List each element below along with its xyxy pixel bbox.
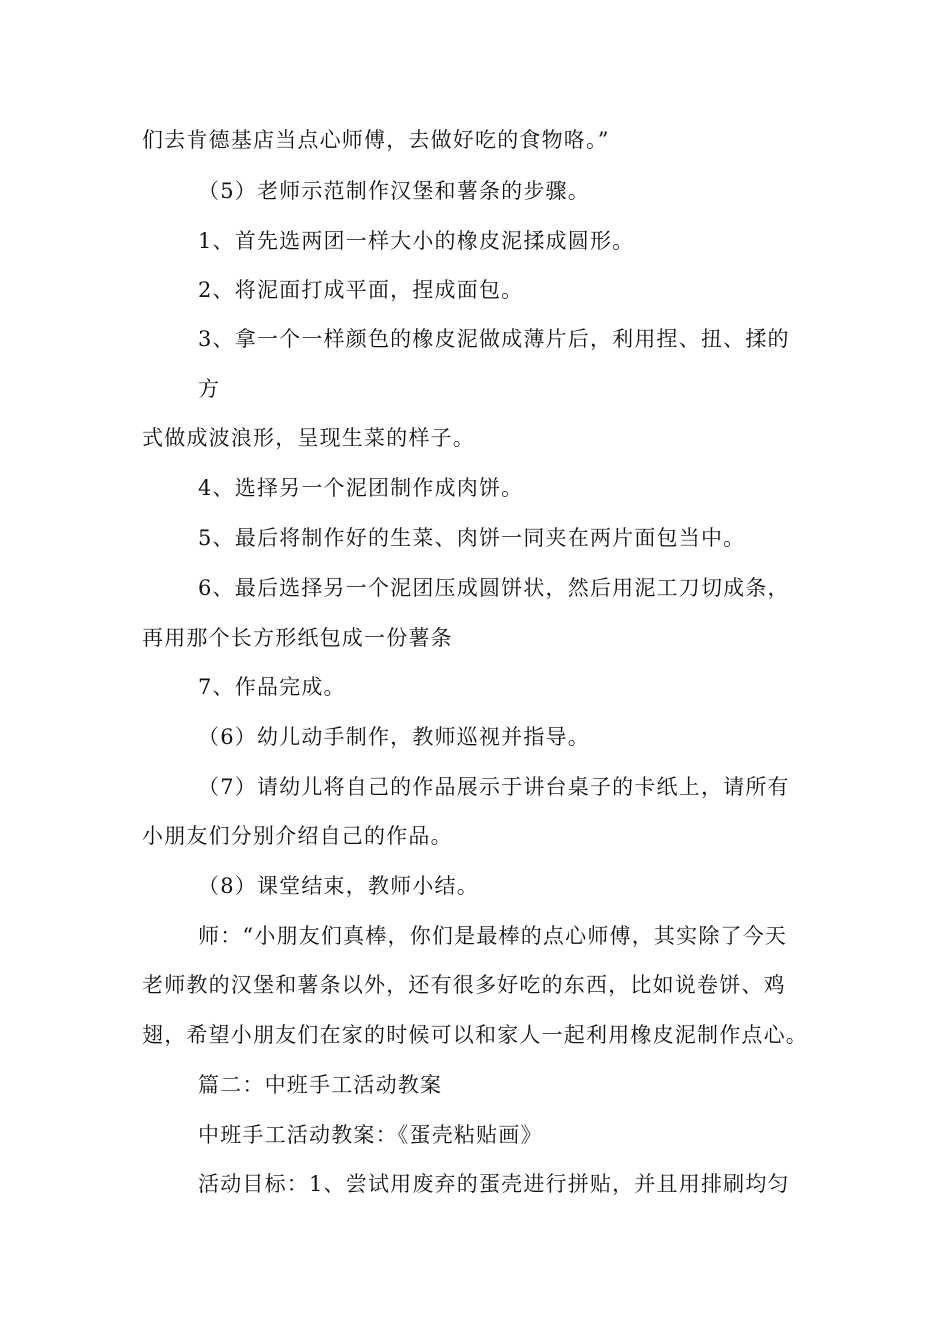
text-line-15: 小朋友们分别介绍自己的作品。	[142, 824, 453, 848]
text-line-22: 活动目标：1、尝试用废弃的蛋壳进行拼贴，并且用排刷均匀	[198, 1172, 790, 1196]
text-line-3: 1、首先选两团一样大小的橡皮泥揉成圆形。	[198, 229, 635, 253]
text-line-11: 再用那个长方形纸包成一份薯条	[142, 626, 453, 650]
text-line-20: 篇二：中班手工活动教案	[198, 1073, 443, 1097]
text-line-16: （8）课堂结束，教师小结。	[198, 874, 479, 898]
text-line-9: 5、最后将制作好的生菜、肉饼一同夹在两片面包当中。	[198, 526, 746, 550]
text-line-10: 6、最后选择另一个泥团压成圆饼状，然后用泥工刀切成条，	[198, 576, 790, 600]
text-line-21: 中班手工活动教案：《蛋壳粘贴画》	[198, 1123, 543, 1147]
text-line-14: （7）请幼儿将自己的作品展示于讲台桌子的卡纸上，请所有	[198, 775, 790, 799]
text-line-4: 2、将泥面打成平面，捏成面包。	[198, 278, 524, 302]
text-line-5: 3、拿一个一样颜色的橡皮泥做成薄片后，利用捏、扭、揉的	[198, 327, 790, 351]
text-line-13: （6）幼儿动手制作，教师巡视并指导。	[198, 725, 590, 749]
text-line-18: 老师教的汉堡和薯条以外，还有很多好吃的东西，比如说卷饼、鸡	[142, 973, 786, 997]
text-line-19: 翅，希望小朋友们在家的时候可以和家人一起利用橡皮泥制作点心。	[142, 1023, 808, 1047]
text-line-12: 7、作品完成。	[198, 675, 346, 699]
text-line-2: （5）老师示范制作汉堡和薯条的步骤。	[198, 179, 590, 203]
text-line-6: 方	[198, 377, 221, 401]
text-line-1: 们去肯德基店当点心师傅，去做好吃的食物咯。”	[142, 128, 610, 152]
text-line-7: 式做成波浪形，呈现生菜的样子。	[142, 426, 475, 450]
text-line-8: 4、选择另一个泥团制作成肉饼。	[198, 476, 524, 500]
text-line-17: 师：“小朋友们真棒，你们是最棒的点心师傅，其实除了今天	[198, 924, 788, 948]
